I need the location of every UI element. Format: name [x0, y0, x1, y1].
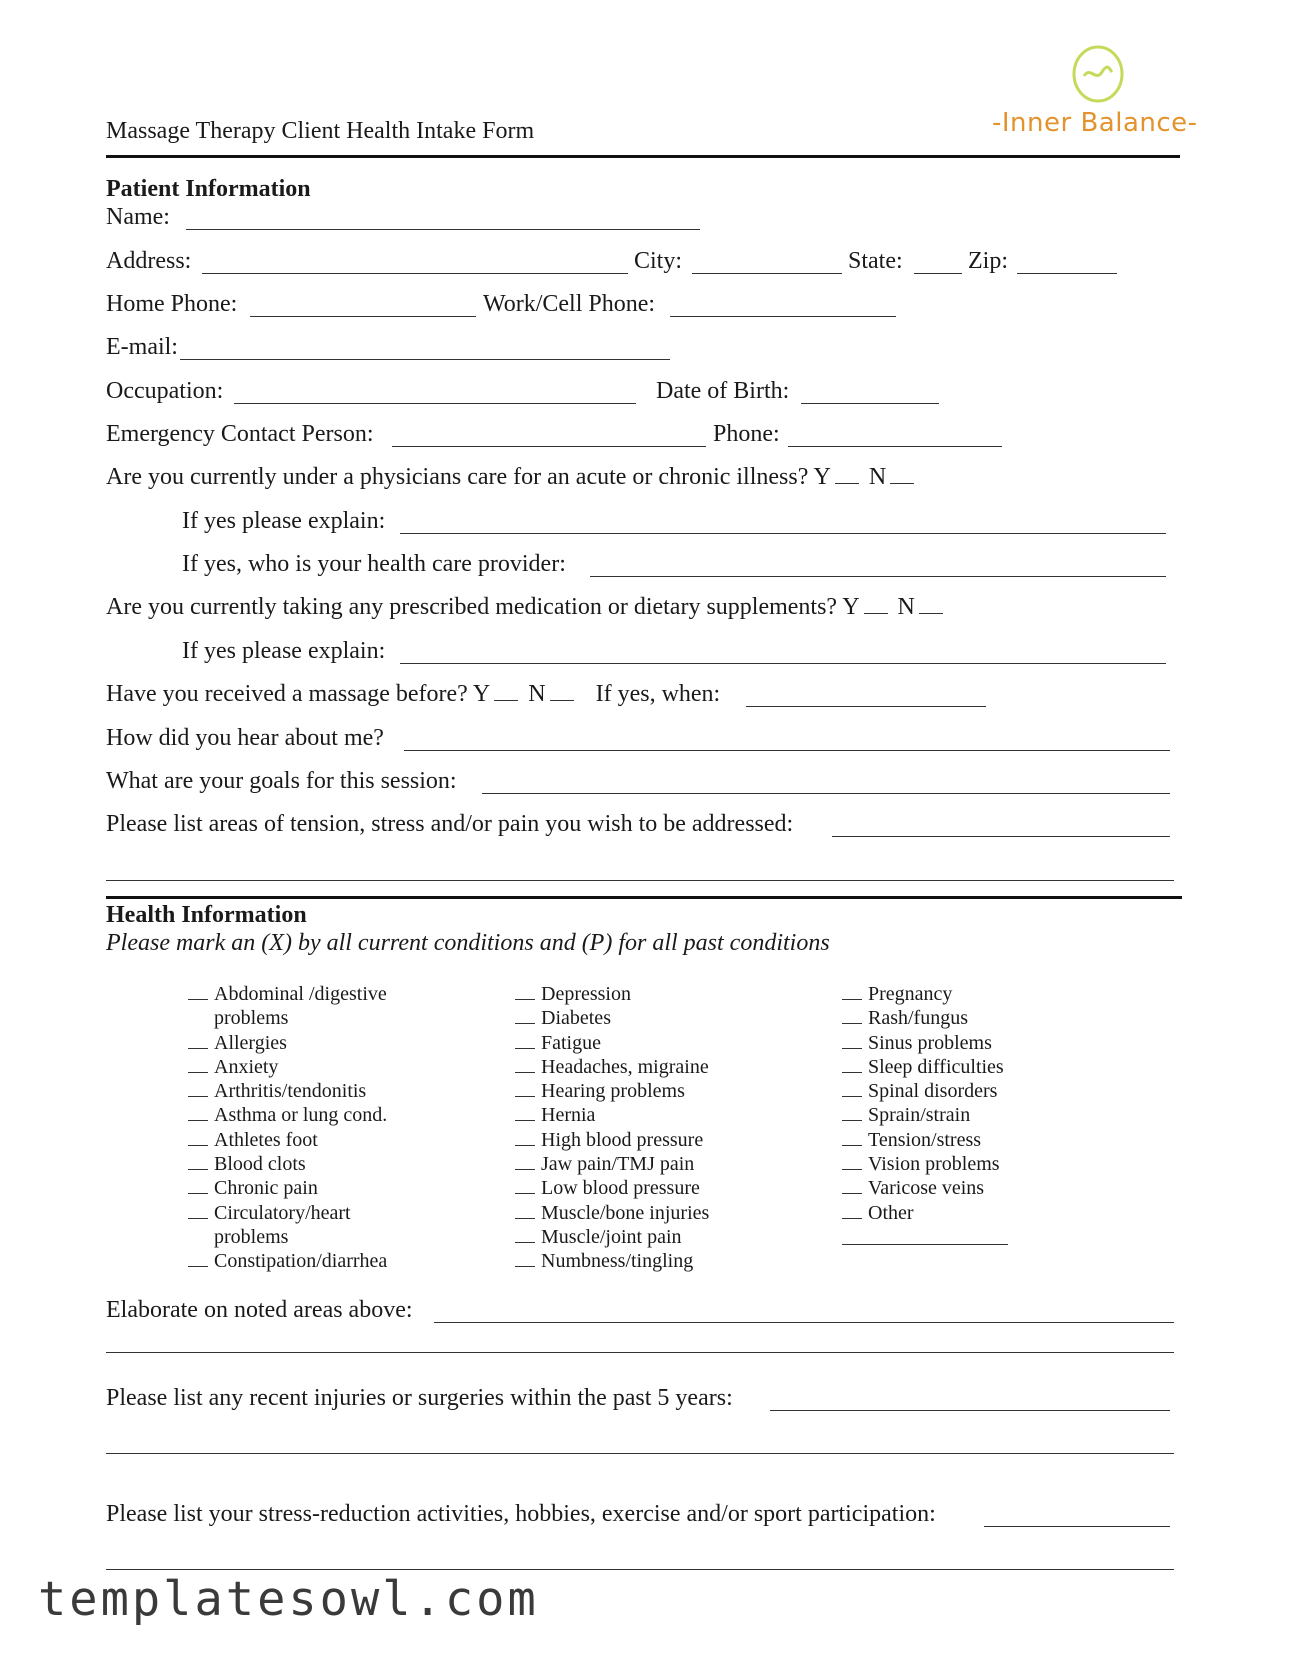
city-label: City: [634, 248, 683, 274]
condition-label: Fatigue [541, 1031, 601, 1054]
goals-label: What are your goals for this session: [106, 768, 457, 794]
condition-blank[interactable] [842, 983, 862, 1000]
condition-item[interactable] [188, 1176, 387, 1200]
goals-field[interactable] [482, 793, 1170, 794]
health-info-heading: Health Information [106, 902, 307, 928]
condition-item[interactable] [515, 1128, 709, 1152]
form-title: Massage Therapy Client Health Intake Form [106, 118, 535, 144]
condition-label: Anxiety [214, 1055, 279, 1078]
physician-no-blank[interactable] [890, 465, 914, 484]
physician-explain-field[interactable] [400, 533, 1166, 534]
massage-no-label: N [528, 681, 546, 707]
condition-blank[interactable] [188, 1080, 208, 1097]
medication-no-blank[interactable] [919, 595, 943, 614]
conditions-column-1 [188, 982, 387, 1274]
condition-blank[interactable] [515, 1226, 535, 1243]
header-divider [106, 155, 1180, 158]
condition-label: Sinus problems [868, 1031, 992, 1054]
physician-question-text: Are you currently under a physicians care for an acute or chronic illness? Y [106, 464, 831, 490]
zip-field[interactable] [1017, 273, 1117, 274]
stress-reduction-label: Please list your stress-reduction activities, hobbies, exercise and/or sport participation: [106, 1501, 936, 1527]
condition-label: Spinal disorders [868, 1080, 998, 1103]
patient-info-heading: Patient Information [106, 176, 311, 202]
condition-label: Sprain/strain [868, 1104, 971, 1127]
state-field[interactable] [914, 273, 962, 274]
medication-question [106, 593, 947, 621]
condition-item[interactable] [188, 1103, 387, 1127]
condition-blank[interactable] [188, 1202, 208, 1219]
condition-label: Pregnancy [868, 983, 953, 1005]
emergency-label: Emergency Contact Person: [106, 421, 374, 447]
logo-text: -Inner Balance- [992, 108, 1198, 138]
condition-item[interactable] [188, 1031, 387, 1055]
condition-blank[interactable] [515, 1250, 535, 1267]
condition-label: Other [868, 1201, 914, 1224]
condition-label: Varicose veins [868, 1177, 985, 1200]
hear-about-label: How did you hear about me? [106, 725, 384, 751]
condition-label: Low blood pressure [541, 1177, 700, 1200]
condition-label: Hernia [541, 1104, 596, 1127]
condition-label: Headaches, migraine [541, 1055, 709, 1078]
condition-blank[interactable] [842, 1153, 862, 1170]
health-divider [106, 896, 1182, 899]
conditions-column-2 [515, 982, 709, 1274]
massage-when-label: If yes, when: [595, 681, 721, 707]
email-label: E-mail: [106, 334, 178, 360]
condition-label: Arthritis/tendonitis [214, 1080, 367, 1103]
medication-no-label: N [897, 594, 915, 620]
condition-blank[interactable] [515, 1056, 535, 1073]
condition-label: Constipation/diarrhea [214, 1250, 388, 1273]
condition-item[interactable] [188, 1128, 387, 1152]
condition-item[interactable] [515, 1103, 709, 1127]
stress-reduction-field[interactable] [984, 1526, 1170, 1527]
elaborate-field[interactable] [434, 1322, 1174, 1323]
home-phone-label: Home Phone: [106, 291, 238, 317]
watermark: templatesowl.com [38, 1572, 539, 1627]
condition-label: Rash/fungus [868, 1007, 968, 1030]
condition-item[interactable] [842, 1055, 1004, 1079]
condition-item[interactable] [515, 1031, 709, 1055]
zip-label: Zip: [968, 248, 1008, 274]
name-label: Name: [106, 204, 170, 230]
condition-blank[interactable] [515, 1032, 535, 1049]
city-field[interactable] [692, 273, 842, 274]
condition-blank[interactable] [515, 1007, 535, 1024]
massage-before-question [106, 680, 720, 708]
injuries-field-2[interactable] [106, 1453, 1174, 1454]
other-condition-field[interactable] [842, 1244, 1008, 1245]
condition-item[interactable] [188, 1079, 387, 1103]
hear-about-field[interactable] [404, 750, 1170, 751]
email-field[interactable] [180, 359, 670, 360]
condition-label: Athletes foot [214, 1128, 318, 1151]
condition-blank[interactable] [842, 1177, 862, 1194]
condition-label: Abdominal /digestive [214, 983, 387, 1005]
condition-label: Diabetes [541, 1007, 611, 1030]
condition-blank[interactable] [188, 1153, 208, 1170]
emergency-phone-label: Phone: [713, 421, 780, 447]
condition-blank[interactable] [842, 1202, 862, 1219]
elaborate-label: Elaborate on noted areas above: [106, 1297, 413, 1323]
physician-explain-label: If yes please explain: [182, 508, 386, 534]
condition-blank[interactable] [188, 1056, 208, 1073]
condition-item[interactable] [842, 1006, 1004, 1030]
condition-item[interactable] [515, 1055, 709, 1079]
condition-blank[interactable] [515, 1177, 535, 1194]
condition-label: Chronic pain [214, 1177, 318, 1200]
condition-blank[interactable] [515, 983, 535, 1000]
condition-label: Tension/stress [868, 1128, 982, 1151]
tension-areas-label: Please list areas of tension, stress and/or pain you wish to be addressed: [106, 811, 794, 837]
condition-label: Muscle/joint pain [541, 1225, 682, 1248]
condition-item[interactable] [842, 1128, 1004, 1152]
condition-blank[interactable] [842, 1104, 862, 1121]
condition-item[interactable] [188, 1055, 387, 1079]
dob-label: Date of Birth: [656, 378, 790, 404]
condition-label: Depression [541, 983, 631, 1005]
address-label: Address: [106, 248, 192, 274]
condition-item[interactable] [515, 1152, 709, 1176]
physician-no-label: N [868, 464, 887, 490]
medication-question-text: Are you currently taking any prescribed medication or dietary supplements? Y [106, 594, 860, 620]
home-phone-field[interactable] [250, 316, 476, 317]
condition-label: Sleep difficulties [868, 1055, 1004, 1078]
condition-blank[interactable] [188, 1104, 208, 1121]
medication-explain-field[interactable] [400, 663, 1166, 664]
condition-item[interactable] [842, 1103, 1004, 1127]
massage-before-text: Have you received a massage before? Y [106, 681, 491, 707]
condition-label-continued: problems [214, 1007, 289, 1030]
condition-label: Circulatory/heart [214, 1201, 351, 1224]
condition-item[interactable] [515, 1006, 709, 1030]
condition-blank[interactable] [188, 1177, 208, 1194]
condition-blank[interactable] [188, 983, 208, 1000]
condition-label: Blood clots [214, 1153, 306, 1176]
emergency-field[interactable] [392, 446, 706, 447]
condition-blank[interactable] [842, 1080, 862, 1097]
condition-item[interactable] [515, 1079, 709, 1103]
condition-blank[interactable] [842, 1032, 862, 1049]
condition-label: Muscle/bone injuries [541, 1201, 710, 1224]
physician-yes-blank[interactable] [835, 465, 859, 484]
condition-item[interactable] [515, 1176, 709, 1200]
massage-when-field[interactable] [746, 706, 986, 707]
condition-item[interactable] [842, 1152, 1004, 1176]
occupation-field[interactable] [234, 403, 636, 404]
condition-label: Allergies [214, 1031, 287, 1054]
dob-field[interactable] [801, 403, 939, 404]
condition-item[interactable] [515, 1225, 709, 1249]
medication-yes-blank[interactable] [864, 595, 888, 614]
condition-item[interactable] [842, 1201, 1004, 1225]
injuries-label: Please list any recent injuries or surgeries within the past 5 years: [106, 1385, 733, 1411]
stress-reduction-field-2[interactable] [106, 1569, 1174, 1570]
name-field[interactable] [186, 229, 700, 230]
condition-item[interactable] [842, 1176, 1004, 1200]
condition-item[interactable] [515, 982, 709, 1006]
logo-ring-icon [1070, 44, 1126, 104]
condition-item[interactable] [188, 982, 387, 1006]
condition-blank[interactable] [188, 1032, 208, 1049]
condition-blank[interactable] [188, 1250, 208, 1267]
massage-yes-blank[interactable] [494, 682, 518, 701]
condition-label: High blood pressure [541, 1128, 704, 1151]
condition-item[interactable] [842, 982, 1004, 1006]
condition-blank[interactable] [515, 1202, 535, 1219]
work-cell-label: Work/Cell Phone: [483, 291, 656, 317]
massage-no-blank[interactable] [550, 682, 574, 701]
condition-blank[interactable] [515, 1104, 535, 1121]
health-instructions: Please mark an (X) by all current conditions and (P) for all past conditions [106, 930, 830, 956]
address-field[interactable] [202, 273, 628, 274]
condition-item[interactable] [842, 1079, 1004, 1103]
injuries-field[interactable] [770, 1410, 1170, 1411]
work-cell-field[interactable] [670, 316, 896, 317]
tension-areas-field[interactable] [832, 836, 1170, 837]
condition-item[interactable] [188, 1249, 387, 1273]
condition-blank[interactable] [842, 1129, 862, 1146]
condition-label: Numbness/tingling [541, 1250, 694, 1273]
state-label: State: [848, 248, 903, 274]
physician-question [106, 463, 918, 491]
condition-item[interactable] [515, 1201, 709, 1225]
medication-explain-label: If yes please explain: [182, 638, 386, 664]
condition-blank[interactable] [515, 1080, 535, 1097]
provider-field[interactable] [590, 576, 1166, 577]
tension-areas-field-2[interactable] [106, 880, 1174, 881]
condition-label: Hearing problems [541, 1080, 685, 1103]
conditions-column-3 [842, 982, 1004, 1225]
condition-item[interactable] [188, 1152, 387, 1176]
condition-item[interactable] [842, 1031, 1004, 1055]
condition-blank[interactable] [515, 1153, 535, 1170]
condition-label: Vision problems [868, 1153, 1000, 1176]
condition-blank[interactable] [842, 1056, 862, 1073]
condition-blank[interactable] [515, 1129, 535, 1146]
condition-label: Asthma or lung cond. [214, 1104, 388, 1127]
condition-blank[interactable] [842, 1007, 862, 1024]
condition-label-continued: problems [214, 1225, 289, 1248]
emergency-phone-field[interactable] [788, 446, 1002, 447]
condition-blank[interactable] [188, 1129, 208, 1146]
condition-item[interactable] [515, 1249, 709, 1273]
provider-label: If yes, who is your health care provider: [182, 551, 566, 577]
condition-item[interactable] [188, 1201, 387, 1225]
elaborate-field-2[interactable] [106, 1352, 1174, 1353]
condition-label: Jaw pain/TMJ pain [541, 1153, 695, 1176]
occupation-label: Occupation: [106, 378, 224, 404]
